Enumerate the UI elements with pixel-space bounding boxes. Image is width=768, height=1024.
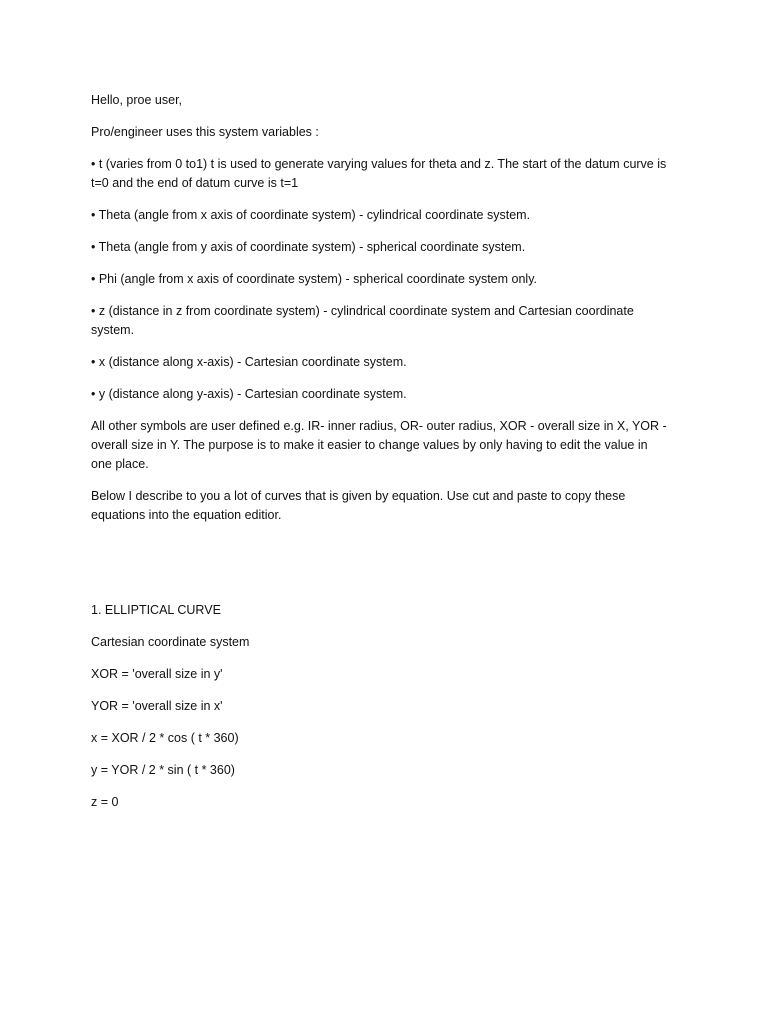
equation-line: YOR = 'overall size in x' [91,699,223,713]
coordinate-system-label: Cartesian coordinate system [91,635,250,649]
variable-item-t: • t (varies from 0 to1) t is used to generate varying values for theta and z. The start of the datum curve is t=0 and the end of datum curve is t=1 [91,157,667,190]
variable-item-theta-spherical: • Theta (angle from y axis of coordinate system) - spherical coordinate system. [91,240,526,254]
intro-line: Pro/engineer uses this system variables : [91,125,319,139]
below-note: Below I describe to you a lot of curves that is given by equation. Use cut and paste to copy these equations into the equation editior. [91,489,626,522]
equation-line: z = 0 [91,795,119,809]
variable-item-theta-cylindrical: • Theta (angle from x axis of coordinate system) - cylindrical coordinate system. [91,208,531,222]
variable-item-y: • y (distance along y-axis) - Cartesian coordinate system. [91,387,407,401]
equation-line: x = XOR / 2 * cos ( t * 360) [91,731,239,745]
variable-item-z: • z (distance in z from coordinate system) - cylindrical coordinate system and Cartesian coordinate system. [91,304,634,337]
equation-line: y = YOR / 2 * sin ( t * 360) [91,763,235,777]
equation-line: XOR = 'overall size in y' [91,667,223,681]
greeting-line: Hello, proe user, [91,93,183,107]
variable-item-phi: • Phi (angle from x axis of coordinate system) - spherical coordinate system only. [91,272,537,286]
variable-item-x: • x (distance along x-axis) - Cartesian coordinate system. [91,355,407,369]
user-defined-note: All other symbols are user defined e.g. IR- inner radius, OR- outer radius, XOR - overall size in X, YOR - overall size in Y. The purpose is to make it easier to change values by only having to edit the value in one place. [91,419,667,471]
document-body [91,91,671,812]
section-heading: 1. ELLIPTICAL CURVE [91,603,221,617]
